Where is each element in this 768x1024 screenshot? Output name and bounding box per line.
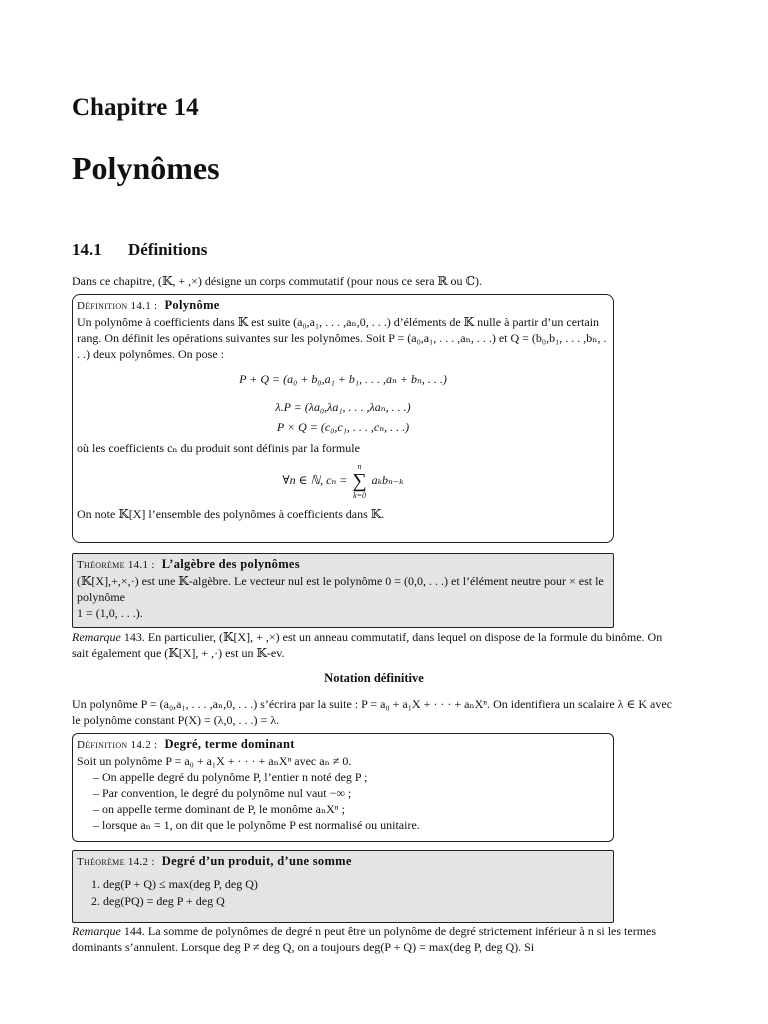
definition-name: Degré, terme dominant bbox=[164, 737, 295, 751]
section-number: 14.1 bbox=[72, 240, 102, 259]
theorem-text: (𝕂[X],+,×,·) est une 𝕂-algèbre. Le vecteur nul est le polynôme 0 = (0,0, . . .) et l’élément neutre pour × est le polynôme bbox=[77, 574, 604, 604]
section-heading bbox=[72, 240, 207, 260]
equation-left: ∀n ∈ ℕ, cₙ = bbox=[282, 472, 348, 487]
definition-box-degre bbox=[72, 733, 614, 842]
definition-text: Un polynôme à coefficients dans 𝕂 est suite (a₀,a₁, . . . ,aₙ,0, . . .) d’éléments de 𝕂 nulle à partir d’un certain rang. On définit les opérations suivantes sur les polynômes. Soit P = (a₀,a₁, . . . ,aₙ, . . .) et Q = (b₀,b₁, . . . ,bₙ, . . .) deux polynômes. On pose : bbox=[77, 315, 607, 361]
equation-cauchy-product bbox=[77, 462, 609, 506]
definition-list bbox=[77, 769, 609, 833]
theorem-label: Théorème 14.2 : bbox=[77, 856, 155, 868]
definition-text-notation: On note 𝕂[X] l’ensemble des polynômes à coefficients dans 𝕂. bbox=[77, 507, 385, 521]
section-title: Définitions bbox=[128, 240, 208, 259]
sum-upper-bound: n bbox=[357, 462, 362, 471]
notation-paragraph: Un polynôme P = (a₀,a₁, . . . ,aₙ,0, . . .) s’écrira par la suite : P = a₀ + a₁X + · · · + aₙXⁿ. On identifiera un scalaire λ ∈ K avec le polynôme constant P(X) = (λ,0, . . .) = λ. bbox=[72, 697, 673, 727]
sum-lower-bound: k=0 bbox=[353, 491, 367, 500]
definition-label: Définition 14.1 : bbox=[77, 300, 158, 312]
definition-header bbox=[77, 297, 609, 314]
equation-product: P × Q = (c₀,c₁, . . . ,cₙ, . . .) bbox=[276, 420, 410, 434]
definition-header bbox=[77, 736, 609, 753]
definition-text: Soit un polynôme P = a₀ + a₁X + · · · + aₙXⁿ avec aₙ ≠ 0. bbox=[77, 754, 352, 768]
intro-paragraph: Dans ce chapitre, (𝕂, + ,×) désigne un corps commutatif (pour nous ce sera ℝ ou ℂ). bbox=[72, 274, 483, 288]
definition-name: Polynôme bbox=[164, 298, 220, 312]
equation-sum: P + Q = (a₀ + b₀,a₁ + b₁, . . . ,aₙ + bₙ, . . .) bbox=[239, 372, 447, 386]
sum-symbol bbox=[352, 462, 366, 500]
theorem-label: Théorème 14.1 : bbox=[77, 559, 155, 571]
list-item: – on appelle terme dominant de P, le monôme aₙXⁿ ; bbox=[93, 801, 609, 817]
theorem-box-degre bbox=[72, 850, 614, 923]
theorem-box-algebre bbox=[72, 553, 614, 628]
sigma-glyph: ∑ bbox=[352, 470, 367, 492]
notation-heading: Notation définitive bbox=[324, 671, 424, 685]
definition-text-coefficients: où les coefficients cₙ du produit sont définis par la formule bbox=[77, 441, 360, 455]
list-item: – lorsque aₙ = 1, on dit que le polynôme P est normalisé ou unitaire. bbox=[93, 817, 609, 833]
theorem-header bbox=[77, 556, 609, 573]
equation-scalar: λ.P = (λa₀,λa₁, . . . ,λaₙ, . . .) bbox=[275, 400, 411, 414]
remark-label: Remarque bbox=[72, 630, 121, 644]
chapter-heading: Chapitre 14 bbox=[72, 94, 199, 121]
remark-text: 143. En particulier, (𝕂[X], + ,×) est un anneau commutatif, dans lequel on dispose de la formule du binôme. On sait également que (𝕂[X], + ,·) est un 𝕂-ev. bbox=[72, 630, 663, 660]
definition-box-polynome bbox=[72, 294, 614, 543]
theorem-list bbox=[77, 876, 609, 910]
list-item: – Par convention, le degré du polynôme nul vaut −∞ ; bbox=[93, 785, 609, 801]
remark-label: Remarque bbox=[72, 924, 121, 938]
theorem-name: L’algèbre des polynômes bbox=[161, 557, 300, 571]
remark-144 bbox=[72, 923, 676, 955]
list-item: – On appelle degré du polynôme P, l’entier n noté deg P ; bbox=[93, 769, 609, 785]
equation-right: aₖbₙ₋ₖ bbox=[371, 472, 404, 487]
list-item: 1. deg(P + Q) ≤ max(deg P, deg Q) bbox=[103, 876, 609, 893]
theorem-header bbox=[77, 853, 609, 870]
remark-text: 144. La somme de polynômes de degré n peut être un polynôme de degré strictement inférieur à n si les termes dominants s’annulent. Lorsque deg P ≠ deg Q, on a toujours deg(P + Q) = max(deg P, deg Q). Si bbox=[72, 924, 657, 954]
list-item: 2. deg(PQ) = deg P + deg Q bbox=[103, 893, 609, 910]
definition-label: Définition 14.2 : bbox=[77, 739, 158, 751]
theorem-name: Degré d’un produit, d’une somme bbox=[161, 854, 352, 868]
chapter-title: Polynômes bbox=[72, 150, 220, 186]
theorem-text-unit: 1 = (1,0, . . .). bbox=[77, 606, 143, 620]
remark-143 bbox=[72, 629, 676, 661]
